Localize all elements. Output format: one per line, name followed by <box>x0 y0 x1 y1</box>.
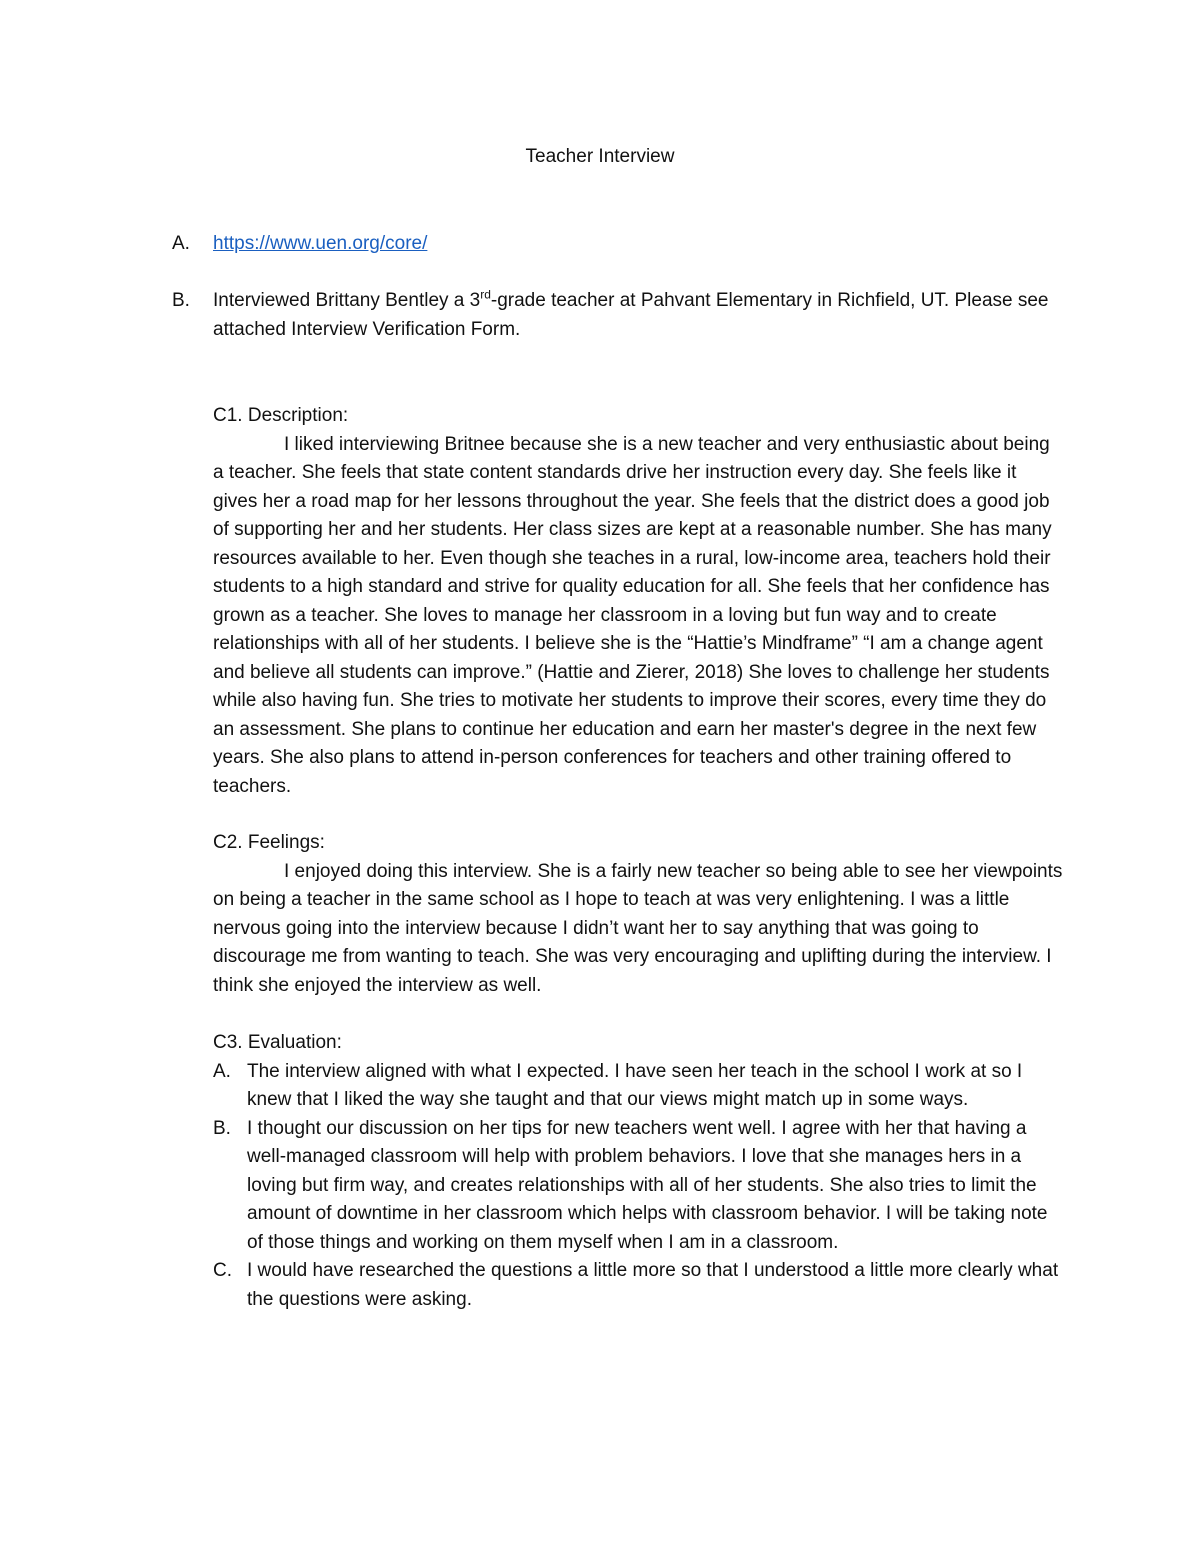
interview-statement <box>213 287 1062 344</box>
interview-statement-end: -grade teacher at Pahvant Elementary in Richfield, UT. Please see attached Interview Verification Form. <box>213 290 1049 340</box>
evaluation-marker-a: A. <box>213 1060 231 1082</box>
evaluation-marker-c: C. <box>213 1260 232 1281</box>
uen-core-link[interactable]: https://www.uen.org/core/ <box>213 233 428 254</box>
feelings-heading: C2. Feelings: <box>213 832 325 853</box>
ordinal-superscript: rd <box>480 287 491 302</box>
list-marker-b: B. <box>172 290 190 311</box>
evaluation-text-c: I would have researched the questions a little more so that I understood a little more clearly what the questions were asking. <box>247 1260 1059 1310</box>
evaluation-text-a: The interview aligned with what I expected. I have seen her teach in the school I work at so I knew that I liked the way she taught and that our views might match up in some ways. <box>247 1060 1023 1110</box>
description-paragraph: I liked interviewing Britnee because she is a new teacher and very enthusiastic about being a teacher. She feels that state content standards drive her instruction every day. She feels like it gives her a road map for her lessons throughout the year. She feels that the district does a good job of supporting her and her students. Her class sizes are kept at a reasonable number. She has many resources available to her. Even though she teaches in a rural, low-income area, teachers hold their students to a high standard and strive for quality education for all. She feels that her confidence has grown as a teacher. She loves to manage her classroom in a loving but fun way and to create relationships with all of her students. I believe she is the “Hattie’s Mindframe” “I am a change agent and believe all students can improve.” (Hattie and Zierer, 2018) She loves to challenge her students while also having fun. She tries to motivate her students to improve their scores, every time they do an assessment. She plans to continue her education and earn her master's degree in the next few years. She also plans to attend in-person conferences for teachers and other training offered to teachers. <box>213 433 1052 797</box>
list-item-a <box>172 230 1062 259</box>
feelings-paragraph: I enjoyed doing this interview. She is a fairly new teacher so being able to see her viewpoints on being a teacher in the same school as I hope to teach at was very enlightening. I was a little nervous going into the interview because I didn’t want her to say anything that was going to discourage me from wanting to teach. She was very encouraging and uplifting during the interview. I think she enjoyed the interview as well. <box>213 860 1063 996</box>
evaluation-heading: C3. Evaluation: <box>213 1032 342 1053</box>
description-heading: C1. Description: <box>213 405 349 426</box>
list-marker-a: A. <box>172 233 190 254</box>
evaluation-section <box>213 1029 1063 1314</box>
document-title: Teacher Interview <box>525 146 675 167</box>
evaluation-item-a <box>213 1058 1063 1115</box>
evaluation-item-c <box>213 1257 1063 1314</box>
evaluation-marker-b: B. <box>213 1117 231 1139</box>
evaluation-item-b <box>213 1115 1063 1258</box>
feelings-section <box>213 829 1063 1000</box>
interview-statement-start: Interviewed Brittany Bentley a 3 <box>213 290 481 311</box>
description-section <box>213 402 1063 801</box>
list-item-b <box>172 287 1062 344</box>
evaluation-text-b: I thought our discussion on her tips for new teachers went well. I agree with her that having a well-managed classroom will help with problem behaviors. I love that she manages hers in a loving but firm way, and creates relationships with all of her students. She also tries to limit the amount of downtime in her classroom which helps with classroom behavior. I will be taking note of those things and working on them myself when I am in a classroom. <box>247 1117 1048 1253</box>
